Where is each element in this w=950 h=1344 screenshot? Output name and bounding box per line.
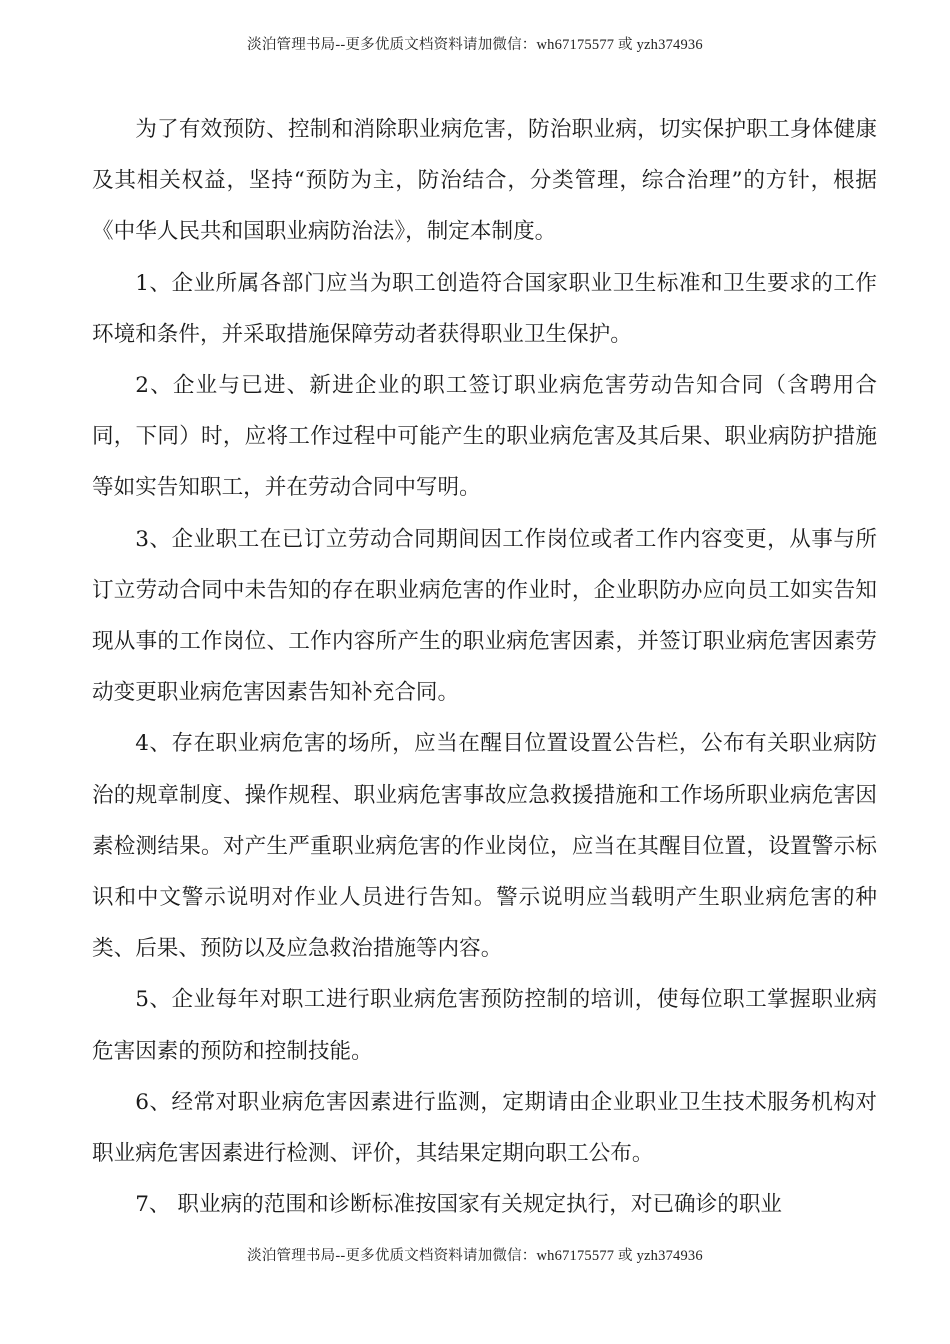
page-footer: 淡泊管理书局--更多优质文档资料请加微信：wh67175577 或 yzh374936 bbox=[247, 1248, 703, 1264]
paragraph-item-6: 6、经常对职业病危害因素进行监测，定期请由企业职业卫生技术服务机构对职业病危害因素进行检测、评价，其结果定期向职工公布。 bbox=[92, 1089, 877, 1167]
paragraph-item-2: 2、企业与已进、新进企业的职工签订职业病危害劳动告知合同（含聘用合同，下同）时，应将工作过程中可能产生的职业病危害及其后果、职业病防护措施等如实告知职工，并在劳动合同中写明。 bbox=[92, 373, 877, 501]
paragraph-item-7: 7、 职业病的范围和诊断标准按国家有关规定执行，对已确诊的职业 bbox=[135, 1192, 783, 1218]
document-body bbox=[92, 104, 877, 1230]
paragraph-intro: 为了有效预防、控制和消除职业病危害，防治职业病，切实保护职工身体健康及其相关权益，坚持“预防为主，防治结合，分类管理，综合治理”的方针，根据《中华人民共和国职业病防治法》，制定本制度。 bbox=[92, 117, 877, 245]
paragraph-item-5: 5、企业每年对职工进行职业病危害预防控制的培训，使每位职工掌握职业病危害因素的预防和控制技能。 bbox=[92, 987, 877, 1064]
paragraph-item-3: 3、企业职工在已订立劳动合同期间因工作岗位或者工作内容变更，从事与所订立劳动合同中未告知的存在职业病危害的作业时，企业职防办应向员工如实告知现从事的工作岗位、工作内容所产生的职业病危害因素，并签订职业病危害因素劳动变更职业病危害因素告知补充合同。 bbox=[92, 526, 877, 706]
paragraph-item-1: 1、企业所属各部门应当为职工创造符合国家职业卫生标准和卫生要求的工作环境和条件，并采取措施保障劳动者获得职业卫生保护。 bbox=[92, 270, 877, 347]
page-header: 淡泊管理书局--更多优质文档资料请加微信：wh67175577 或 yzh374936 bbox=[247, 37, 703, 53]
paragraph-item-4: 4、存在职业病危害的场所，应当在醒目位置设置公告栏，公布有关职业病防治的规章制度、操作规程、职业病危害事故应急救援措施和工作场所职业病危害因素检测结果。对产生严重职业病危害的作业岗位，应当在其醒目位置，设置警示标识和中文警示说明对作业人员进行告知。警示说明应当载明产生职业病危害的种类、后果、预防以及应急救治措施等内容。 bbox=[92, 731, 877, 962]
